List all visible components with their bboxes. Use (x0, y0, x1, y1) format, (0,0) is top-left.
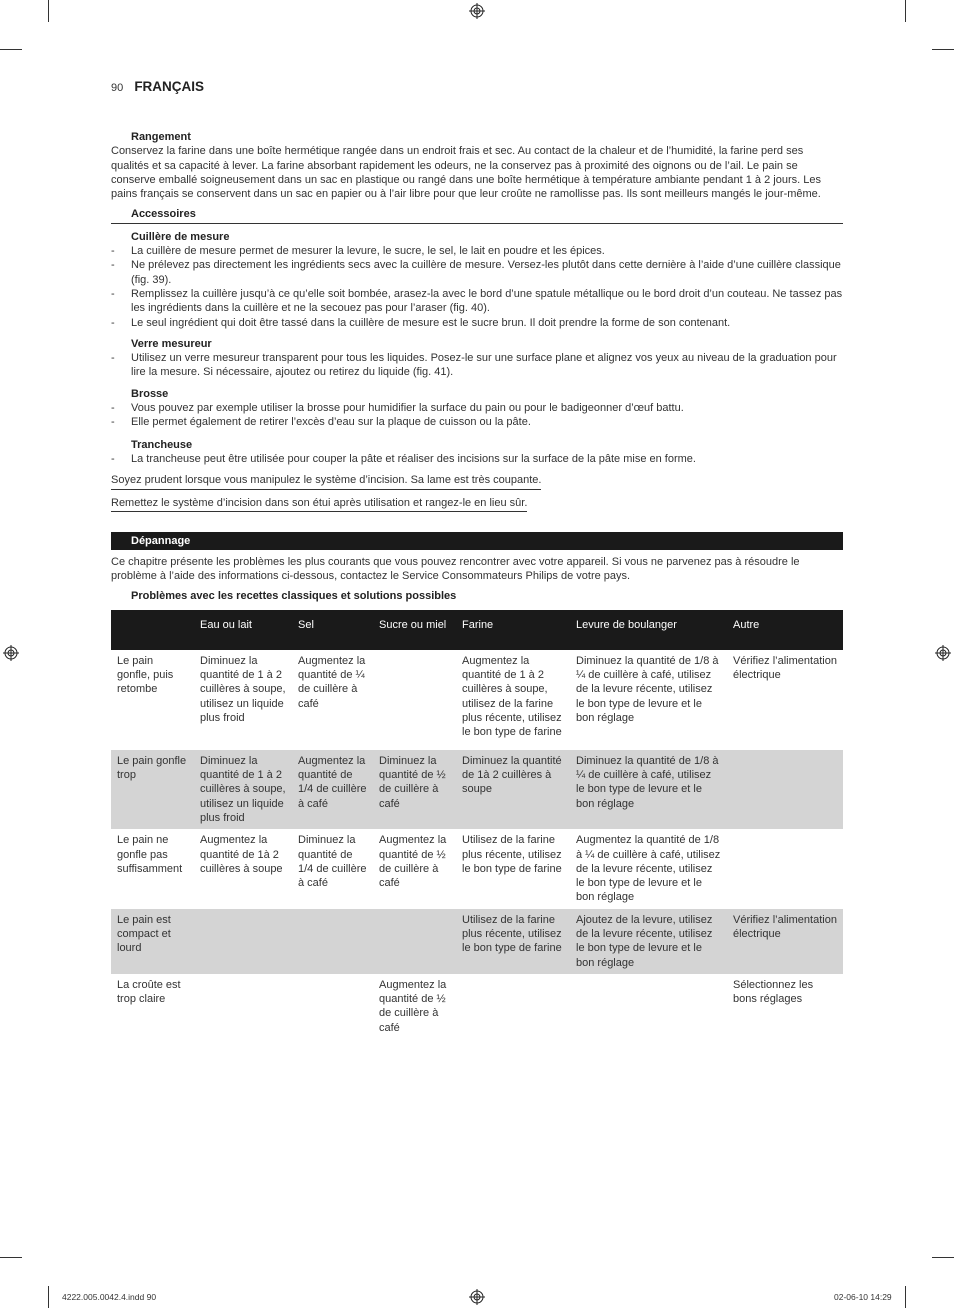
list-item: - Vous pouvez par exemple utiliser la brosse pour humidifier la surface du pain ou pour le badigeonner d’œuf battu. (111, 401, 843, 415)
table-cell (194, 909, 292, 974)
registration-mark-icon (3, 645, 19, 661)
table-cell: Augmentez la quantité de 1à 2 cuillères à soupe (200, 834, 283, 875)
table-cell (373, 650, 456, 750)
list-item: - Le seul ingrédient qui doit être tassé dans la cuillère de mesure est le sucre brun. Il doit prendre la forme de son contenant. (111, 316, 843, 330)
table-cell: Le pain gonfle, puis retombe (117, 654, 174, 696)
rangement-text: Conservez la farine dans une boîte hermétique rangée dans un endroit frais et sec. Au contact de la chaleur et de l’humidité, la farine perd ses qualités et sa capacité à lever. La farine absorbant rapidement les odeurs, ne la conservez pas à proximité des oignons ou de l’ail. Le pain se conserve emballé soigneusement dans un sac en plastique ou rangé dans une boîte hermétique à température ambiante pendant 1 à 2 jours. Les pains français se conservent dans un sac en papier ou à l’air libre pour que leur croûte ne ramollisse pas. Ils sont meilleurs mangés le jour-même. (111, 145, 821, 201)
table-cell: Vérifiez l’alimentation électrique (733, 654, 837, 682)
crop-mark (932, 1257, 954, 1258)
table-cell: Augmentez la quantité de 1 à 2 cuillères à soupe, utilisez de la farine plus récente, utilisez le bon type de farine (462, 654, 562, 739)
table-header-row (111, 610, 843, 650)
table-cell: Diminuez la quantité de ½ de cuillère à café (373, 750, 456, 829)
column-header: Eau ou lait (194, 610, 292, 650)
table-row (111, 650, 843, 750)
warning-storage: Remettez le système d’incision dans son étui après utilisation et rangez-le en lieu sûr. (111, 496, 527, 512)
table-cell: Le pain gonfle trop (111, 750, 194, 829)
crop-mark (48, 0, 49, 22)
depannage-intro: Ce chapitre présente les problèmes les plus courants que vous pouvez rencontrer avec votre appareil. Si vous ne parvenez pas à résoudre le problème à l’aide des informations ci-dessous, contactez le Service Consommateurs Philips de votre pays. (111, 555, 800, 583)
verre-list (111, 351, 843, 380)
warning-blade: Soyez prudent lorsque vous manipulez le système d’incision. Sa lame est très coupante. (111, 473, 541, 489)
column-header: Sel (292, 610, 373, 650)
list-item: - Remplissez la cuillère jusqu’à ce qu’elle soit bombée, arasez-la avec le bord d’une spatule métallique ou le bord droit d’un couteau. Ne tassez pas les ingrédients dans la cuillère et ne la secouez pas pour l’araser (fig. 40). (111, 287, 843, 316)
trancheuse-heading: Trancheuse (131, 438, 193, 451)
table-cell: Le pain est compact et lourd (111, 909, 194, 974)
cuillere-heading: Cuillère de mesure (131, 230, 230, 243)
language-title: FRANÇAIS (134, 79, 205, 94)
table-cell: Vérifiez l’alimentation électrique (727, 909, 843, 974)
crop-mark (905, 1286, 906, 1308)
page-number: 90 (111, 82, 124, 94)
table-row (111, 829, 843, 908)
cuillere-list (111, 244, 843, 330)
table-cell (194, 974, 292, 1039)
crop-mark (932, 49, 954, 50)
table-row (111, 909, 843, 974)
crop-mark (0, 1257, 22, 1258)
table-cell: Diminuez la quantité de 1 à 2 cuillères à soupe, utilisez un liquide plus froid (200, 654, 286, 724)
column-header: Autre (727, 610, 843, 650)
column-header (111, 610, 194, 650)
column-header: Levure de boulanger (570, 610, 727, 650)
trancheuse-list (111, 452, 843, 466)
table-cell: Utilisez de la farine plus récente, utilisez le bon type de farine (456, 909, 570, 974)
registration-mark-icon (935, 645, 951, 661)
table-cell (292, 909, 373, 974)
table-cell (373, 909, 456, 974)
table-cell: Diminuez la quantité de 1 à 2 cuillères à soupe, utilisez un liquide plus froid (194, 750, 292, 829)
table-row (111, 974, 843, 1039)
table-cell: Utilisez de la farine plus récente, utilisez le bon type de farine (462, 834, 562, 875)
registration-mark-icon (469, 3, 485, 19)
footer-date: 02-06-10 14:29 (834, 1292, 892, 1302)
column-header: Farine (456, 610, 570, 650)
table-cell: Augmentez la quantité de ½ de cuillère à café (379, 978, 447, 1034)
list-item: - Ne prélevez pas directement les ingrédients secs avec la cuillère de mesure. Versez-les plutôt dans cette dernière à l’aide d’une cuillère classique (fig. 39). (111, 258, 843, 287)
page-content (111, 130, 843, 1039)
column-header: Sucre ou miel (373, 610, 456, 650)
crop-mark (905, 0, 906, 22)
depannage-heading: Dépannage (111, 532, 843, 550)
table-title: Problèmes avec les recettes classiques et solutions possibles (131, 590, 457, 603)
table-cell (570, 974, 727, 1039)
accessoires-heading: Accessoires (111, 207, 843, 223)
list-item: - Utilisez un verre mesureur transparent pour tous les liquides. Posez-le sur une surface plane et alignez vos yeux au niveau de la graduation pour lire la mesure. Si nécessaire, ajoutez ou retirez du liquide (fig. 41). (111, 351, 843, 380)
list-item: - Elle permet également de retirer l’excès d’eau sur la plaque de cuisson ou la pâte. (111, 415, 843, 429)
table-cell (456, 974, 570, 1039)
page-header (111, 80, 204, 95)
list-item: - La trancheuse peut être utilisée pour couper la pâte et réaliser des incisions sur la surface de la pâte mise en forme. (111, 452, 843, 466)
table-cell: Diminuez la quantité de 1à 2 cuillères à soupe (456, 750, 570, 829)
registration-mark-icon (469, 1289, 485, 1305)
brosse-heading: Brosse (131, 387, 169, 400)
table-cell: Augmentez la quantité de 1/8 à ¼ de cuillère à café, utilisez de la levure récente, utilisez le bon type de levure et le bon réglage (576, 834, 721, 904)
table-cell: Diminuez la quantité de 1/4 de cuillère à café (298, 834, 367, 890)
table-cell: Le pain ne gonfle pas suffisamment (117, 834, 183, 875)
troubleshooting-table (111, 610, 843, 1039)
footer-file-info: 4222.005.0042.4.indd 90 (62, 1292, 157, 1302)
table-cell: Diminuez la quantité de 1/8 à ¼ de cuillère à café, utilisez le bon type de levure et le bon réglage (570, 750, 727, 829)
table-cell: Augmentez la quantité de 1/4 de cuillère à café (292, 750, 373, 829)
verre-heading: Verre mesureur (131, 337, 212, 350)
table-cell: Diminuez la quantité de 1/8 à ¼ de cuillère à café, utilisez de la levure récente, utilisez le bon type de levure et le bon réglage (576, 654, 719, 724)
list-item: - La cuillère de mesure permet de mesurer la levure, le sucre, le sel, le lait en poudre et les épices. (111, 244, 843, 258)
crop-mark (48, 1286, 49, 1308)
table-cell: La croûte est trop claire (117, 978, 181, 1006)
brosse-list (111, 401, 843, 430)
table-cell (727, 829, 843, 908)
table-cell: Ajoutez de la levure, utilisez de la levure récente, utilisez le bon type de levure et le bon réglage (570, 909, 727, 974)
table-cell: Augmentez la quantité de ¼ de cuillère à café (298, 654, 366, 710)
table-row (111, 750, 843, 829)
table-cell: Sélectionnez les bons réglages (733, 978, 814, 1006)
rangement-heading: Rangement (131, 131, 191, 143)
table-cell (727, 750, 843, 829)
crop-mark (0, 49, 22, 50)
table-cell: Augmentez la quantité de ½ de cuillère à café (379, 834, 447, 890)
table-cell (292, 974, 373, 1039)
